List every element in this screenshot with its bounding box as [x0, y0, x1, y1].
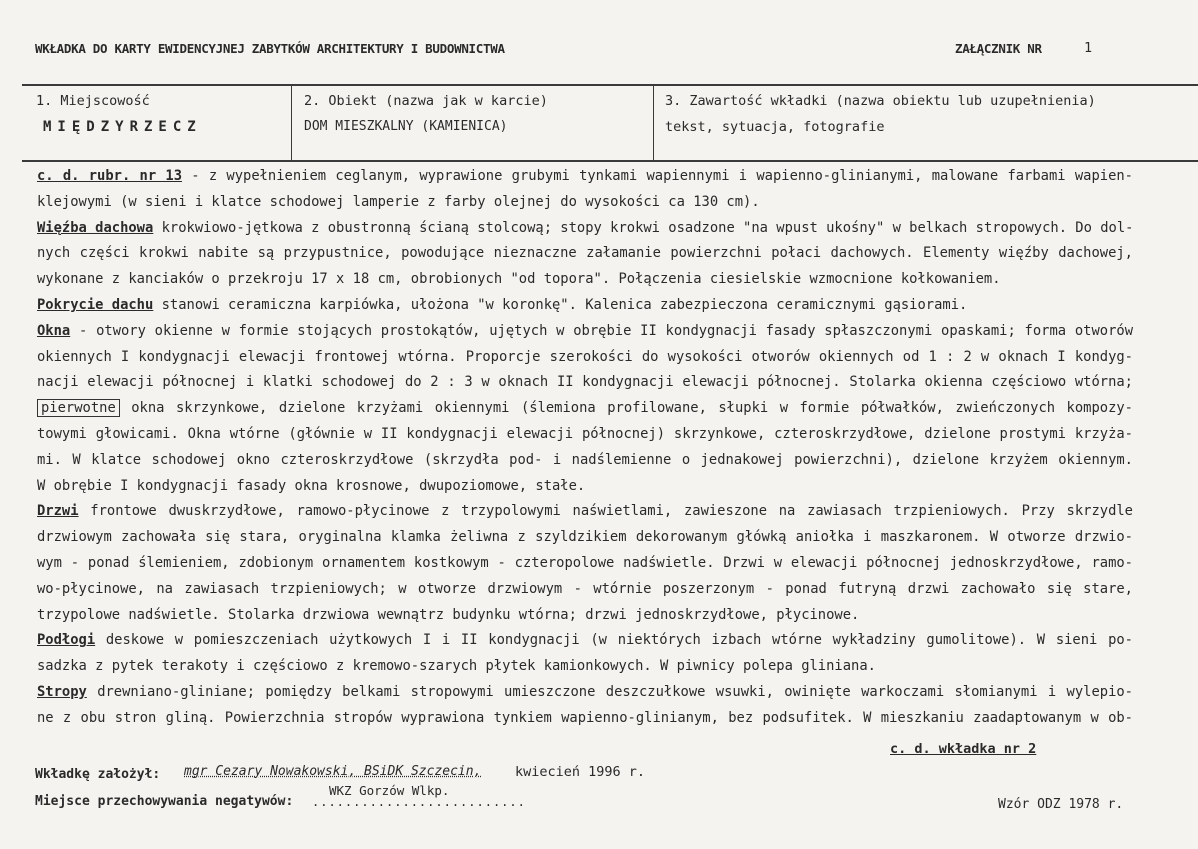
text-line: drzwiowym zachowała się stara, oryginalna klamka żeliwna z szyldzikiem dekorowanym główką aniołka i maszkaronem. W otworze drzwio- — [37, 529, 1133, 546]
annex-label: ZAŁĄCZNIK NR — [955, 41, 1042, 56]
text-line: Więźba dachowa krokwiowo-jętkowa z obustronną ścianą stolcową; stopy krokwi osadzone "na wpust ukośny" w belkach stropowych. Do dol- — [37, 219, 1134, 236]
storage-dotted-line: .......................... — [312, 795, 526, 809]
text-line: Podłogi deskowe w pomieszczeniach użytkowych I i II kondygnacji (w niektórych izbach wtórne wykładziny gumolitowe). W sieni po- — [37, 632, 1133, 649]
text-line: wo-płycinowe, na zawiasach trzpieniowych; w otworze drzwiowym - wtórnie poszerzonym - ponad futryną drzwi zachowało się stare, — [37, 580, 1133, 597]
locality-label: 1. Miejscowość — [36, 93, 150, 109]
text-line: nych części krokwi nabite są przypustnice, powodujące nieznaczne załamanie powierzchni połaci dachowych. Elementy więźby dachowej, — [37, 245, 1133, 262]
text-line: towymi głowicami. Okna wtórne (głównie w II kondygnacji elewacji północnej) skrzynkowe, czteroskrzydłowe, dzielone prostymi krzyża- — [37, 425, 1133, 442]
annex-number: 1 — [1084, 40, 1093, 56]
continued-note: c. d. wkładka nr 2 — [890, 741, 1037, 757]
storage-label: Miejsce przechowywania negatywów: — [35, 794, 294, 809]
founder-date: kwiecień 1996 r. — [515, 764, 646, 780]
section-label: Pokrycie dachu — [37, 296, 154, 313]
text-line: Pokrycie dachu stanowi ceramiczna karpiówka, ułożona "w koronkę". Kalenica zabezpieczona ceramicznymi gąsiorami. — [37, 296, 968, 313]
text-line: pierwotne okna skrzynkowe, dzielone krzyżami okiennymi (ślemiona profilowane, słupki w formie półwałków, zwieńczonych kompozy- — [37, 396, 1133, 422]
section-label: Więźba dachowa — [37, 219, 154, 236]
text-line: okiennych I kondygnacji elewacji frontowej wtórna. Proporcje szerokości do wysokości otworów okiennych od 1 : 2 w oknach I kondyg- — [37, 348, 1133, 365]
storage-value: WKZ Gorzów Wlkp. — [329, 783, 450, 798]
locality-value: MIĘDZYRZECZ — [43, 119, 202, 135]
text-line: wykonane z kanciaków o przekroju 17 x 18 cm, obrobionych "od topora". Połączenia ciesielskie wzmocnione kołkowaniem. — [37, 271, 1001, 288]
form-title: WKŁADKA DO KARTY EWIDENCYJNEJ ZABYTKÓW ARCHITEKTURY I BUDOWNICTWA — [35, 41, 505, 56]
description-body — [37, 164, 1133, 732]
section-label: Podłogi — [37, 632, 96, 649]
content-value: tekst, sytuacja, fotografie — [665, 119, 885, 135]
object-value: DOM MIESZKALNY (KAMIENICA) — [304, 119, 508, 134]
table-divider-2 — [653, 85, 654, 160]
text-line: wym - ponad ślemieniem, zdobionym ornamentem kostkowym - czteropolowe nadświetle. Drzwi w elewacji północnej jednoskrzydłowe, ramo- — [37, 554, 1133, 571]
text-line: c. d. rubr. nr 13 - z wypełnieniem ceglanym, wyprawione grubymi tynkami wapiennymi i wapienno-glinianymi, malowane farbami wapien- — [37, 168, 1133, 184]
object-label: 2. Obiekt (nazwa jak w karcie) — [304, 93, 548, 109]
text-line: mi. W klatce schodowej okno czteroskrzydłowe (skrzydła pod- i nadślemienne o jednakowej powierzchni), dzielone krzyżem okiennym. — [37, 451, 1133, 468]
text-line: klejowymi (w sieni i klatce schodowej lamperie z farby olejnej do wysokości ca 130 cm). — [37, 193, 760, 210]
table-divider-1 — [291, 85, 292, 160]
boxed-word: pierwotne — [37, 399, 120, 417]
text-line: trzypolowe nadświetle. Stolarka drzwiowa wewnątrz budynku wtórna; drzwi jednoskrzydłowe, płycinowe. — [37, 606, 860, 623]
section-label: Stropy — [37, 683, 87, 700]
text-line: Drzwi frontowe dwuskrzydłowe, ramowo-płycinowe z trzypolowymi naświetlami, zawieszone na zawiasach trzpieniowych. Przy skrzydle — [37, 503, 1133, 520]
content-label: 3. Zawartość wkładki (nazwa obiektu lub uzupełnienia) — [665, 93, 1096, 109]
table-top-rule — [22, 84, 1198, 86]
founder-label: Wkładkę założył: — [35, 767, 161, 782]
text-line: sadzka z pytek terakoty i częściowo z kremowo-szarych płytek kamionkowych. W piwnicy polepa gliniana. — [37, 658, 876, 675]
text-line: W obrębie I kondygnacji fasady okna krosnowe, dwupoziomowe, stałe. — [37, 477, 586, 494]
section-label: c. d. rubr. nr 13 — [37, 168, 183, 184]
text-line: ne z obu stron gliną. Powierzchnia stropów wyprawiona tynkiem wapienno-glinianym, bez podsufitek. W mieszkaniu zaadaptowanym w ob- — [37, 709, 1133, 726]
table-bottom-rule — [22, 160, 1198, 162]
founder-value: mgr Cezary Nowakowski, BSiDK Szczecin, — [184, 764, 482, 779]
text-line: nacji elewacji północnej i klatki schodowej do 2 : 3 w oknach II kondygnacji elewacji północnej. Stolarka okienna częściowo wtórna; — [37, 374, 1133, 391]
section-label: Okna — [37, 322, 71, 339]
text-line: Okna - otwory okienne w formie stojących prostokątów, ujętych w obrębie II kondygnacji fasady spłaszczonymi opaskami; forma otworów — [37, 322, 1133, 339]
template-note: Wzór ODZ 1978 r. — [998, 797, 1124, 812]
text-line: Stropy drewniano-gliniane; pomiędzy belkami stropowymi umieszczone deszczułkowe wsuwki, owinięte warkoczami słomianymi i wylepio- — [37, 683, 1133, 700]
section-label: Drzwi — [37, 503, 79, 520]
